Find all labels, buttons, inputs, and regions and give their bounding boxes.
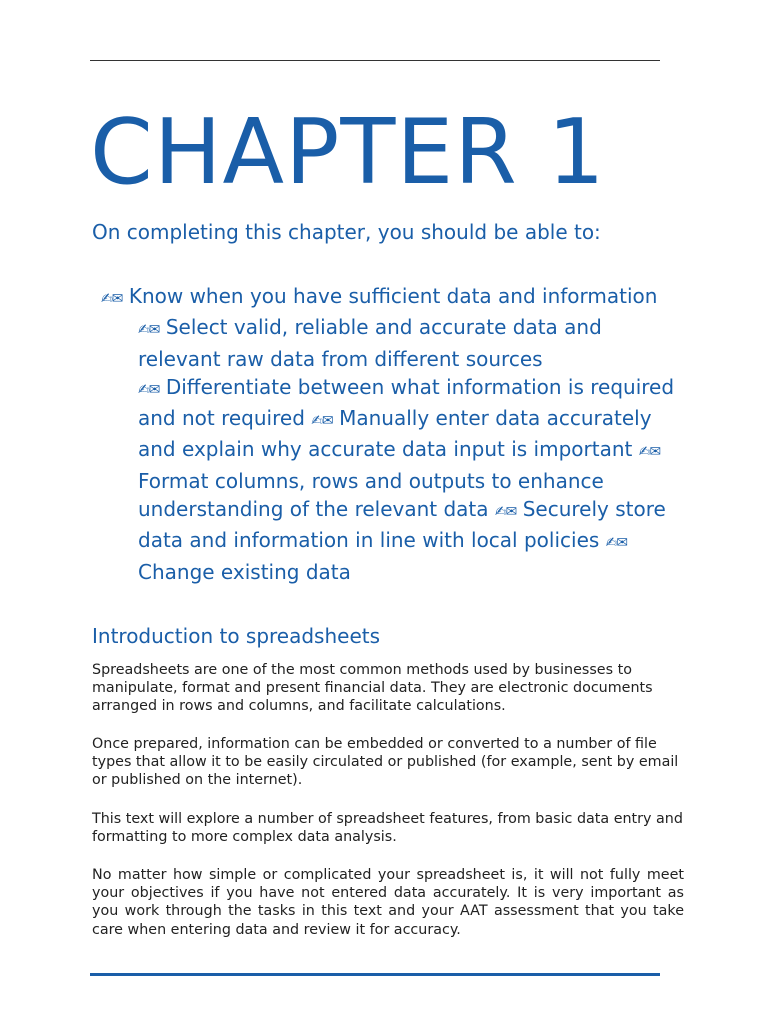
hand-writing-bullet-icon: ✍✉ (605, 535, 628, 552)
objective-item: Format columns, rows and outputs to enhance understanding of the relevant data (138, 468, 604, 522)
section-heading: Introduction to spreadsheets (92, 624, 381, 648)
body-paragraph: Spreadsheets are one of the most common methods used by businesses to manipulate, format and present financial data. They are electronic documents arranged in rows and columns, and facilitate calculations. (92, 662, 653, 715)
objective-item: Select valid, reliable and accurate data and relevant raw data from different sources (138, 315, 602, 371)
hand-writing-bullet-icon: ✍✉ (138, 322, 160, 339)
objective-item: Manually enter data accurately and explain why accurate data input is important (138, 406, 652, 462)
body-paragraph: Once prepared, information can be embedded or converted to a number of file types that allow it to be easily circulated or published (for example, sent by email or published on the internet). (92, 736, 679, 789)
objective-item: Differentiate between what information is required and not required (138, 374, 675, 431)
body-paragraph: No matter how simple or complicated your spreadsheet is, it will not fully meet your objectives if you have not entered data accurately. It is very important as you work through the tasks in this text and your AAT assessment that you take care when entering data and review it for accuracy. (92, 867, 684, 938)
objective-item: Change existing data (138, 559, 351, 584)
chapter-title: CHAPTER 1 (90, 100, 606, 205)
bottom-rule (90, 973, 660, 976)
hand-writing-bullet-icon: ✍✉ (311, 413, 333, 430)
hand-writing-bullet-icon: ✍✉ (101, 291, 123, 307)
objectives-intro: On completing this chapter, you should be able to: (92, 220, 601, 244)
hand-writing-bullet-icon: ✍✉ (638, 444, 661, 461)
objective-item: Know when you have sufficient data and information (128, 284, 658, 308)
objectives-list (101, 282, 678, 586)
body-paragraph: This text will explore a number of spreadsheet features, from basic data entry and formatting to more complex data analysis. (92, 811, 683, 846)
top-rule (90, 60, 660, 61)
hand-writing-bullet-icon: ✍✉ (138, 381, 160, 398)
objective-item: Securely store data and information in line with local policies (138, 497, 666, 553)
hand-writing-bullet-icon: ✍✉ (494, 504, 517, 521)
